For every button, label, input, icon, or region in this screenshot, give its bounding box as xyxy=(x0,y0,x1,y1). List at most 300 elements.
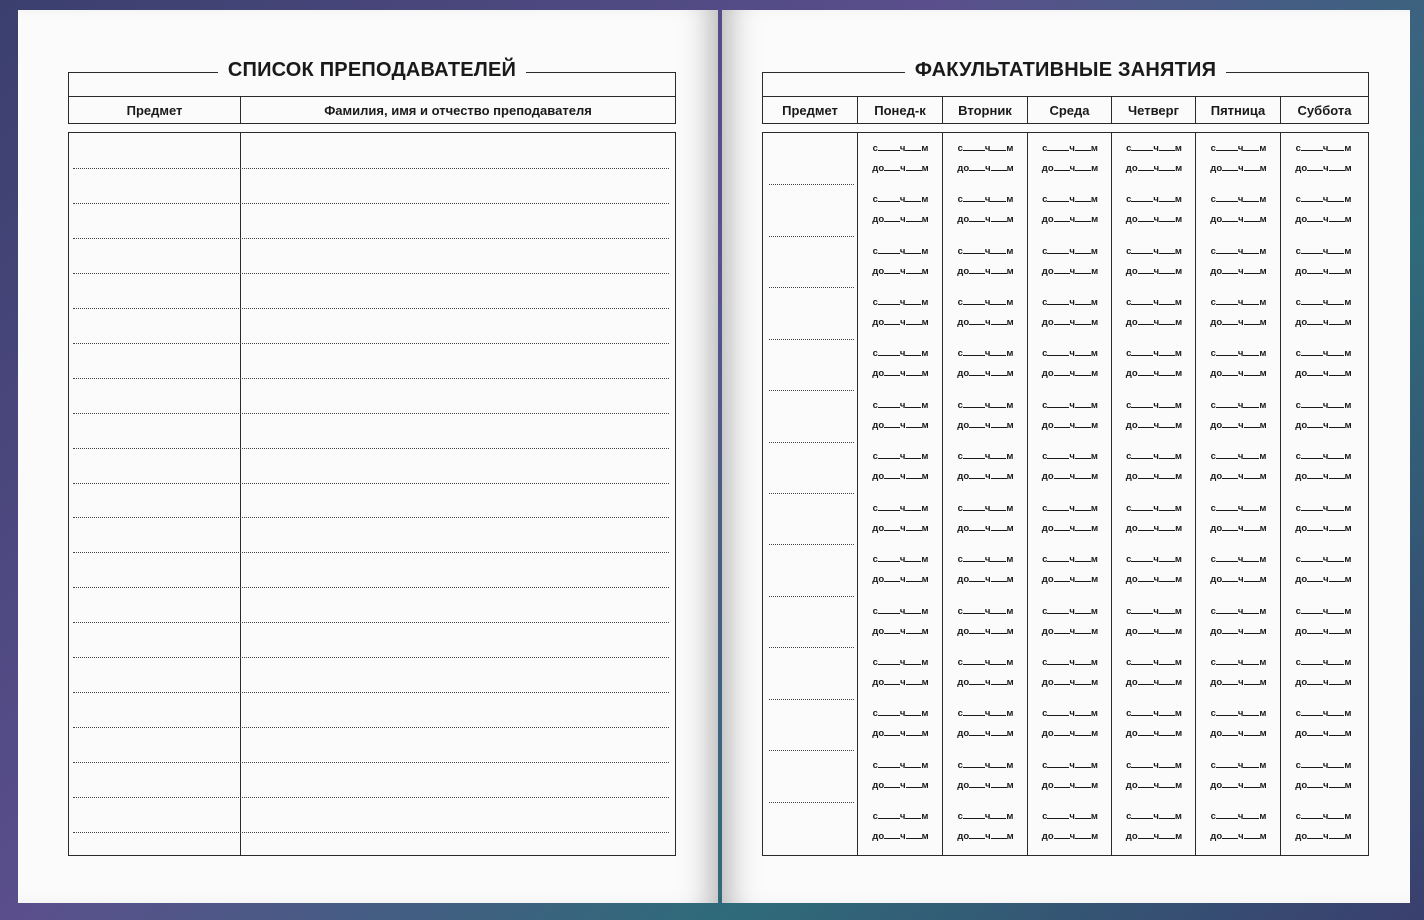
time-from-line[interactable]: с ч м xyxy=(1210,605,1267,617)
time-to-line[interactable]: до ч м xyxy=(1125,316,1183,328)
time-to-line[interactable]: до ч м xyxy=(1210,419,1267,431)
elective-time-cell[interactable] xyxy=(858,750,943,801)
time-from-line[interactable]: с ч м xyxy=(1042,348,1098,360)
time-from-line[interactable]: с ч м xyxy=(1042,656,1098,668)
time-to-line[interactable]: до ч м xyxy=(1125,471,1183,483)
time-to-line[interactable]: до ч м xyxy=(957,214,1014,226)
elective-time-cell[interactable] xyxy=(943,184,1028,235)
time-from-line[interactable]: с ч м xyxy=(1210,708,1267,720)
time-from-line[interactable]: с ч м xyxy=(1126,759,1182,771)
elective-time-cell[interactable] xyxy=(943,596,1028,647)
time-to-line[interactable]: до ч м xyxy=(1210,779,1267,791)
time-to-line[interactable]: до ч м xyxy=(1295,574,1352,586)
time-from-line[interactable]: с ч м xyxy=(1126,656,1182,668)
time-from-line[interactable]: с ч м xyxy=(1295,656,1352,668)
teachers-row-line[interactable] xyxy=(73,378,669,379)
time-from-line[interactable]: с ч м xyxy=(1295,399,1352,411)
time-to-line[interactable]: до ч м xyxy=(1125,676,1183,688)
elective-time-cell[interactable] xyxy=(1028,544,1112,595)
time-to-line[interactable]: до ч м xyxy=(1210,728,1267,740)
teachers-row-line[interactable] xyxy=(73,587,669,588)
time-from-line[interactable]: с ч м xyxy=(1126,554,1182,566)
time-to-line[interactable]: до ч м xyxy=(872,368,929,380)
time-to-line[interactable]: до ч м xyxy=(1295,625,1352,637)
time-from-line[interactable]: с ч м xyxy=(957,399,1014,411)
time-to-line[interactable]: до ч м xyxy=(957,471,1014,483)
time-to-line[interactable]: до ч м xyxy=(957,779,1014,791)
elective-time-cell[interactable] xyxy=(1196,236,1281,287)
time-from-line[interactable]: с ч м xyxy=(1126,348,1182,360)
elective-time-cell[interactable] xyxy=(1281,339,1366,390)
elective-time-cell[interactable] xyxy=(943,339,1028,390)
elective-time-cell[interactable] xyxy=(1028,750,1112,801)
time-to-line[interactable]: до ч м xyxy=(957,676,1014,688)
elective-time-cell[interactable] xyxy=(1028,339,1112,390)
time-from-line[interactable]: с ч м xyxy=(1126,811,1182,823)
time-from-line[interactable]: с ч м xyxy=(1042,811,1098,823)
time-to-line[interactable]: до ч м xyxy=(872,471,929,483)
elective-time-cell[interactable] xyxy=(858,390,943,441)
time-to-line[interactable]: до ч м xyxy=(1295,779,1352,791)
time-from-line[interactable]: с ч м xyxy=(957,451,1014,463)
elective-time-cell[interactable] xyxy=(1281,236,1366,287)
time-to-line[interactable]: до ч м xyxy=(957,419,1014,431)
time-from-line[interactable]: с ч м xyxy=(872,605,929,617)
elective-time-cell[interactable] xyxy=(858,184,943,235)
teachers-row-line[interactable] xyxy=(73,343,669,344)
elective-time-cell[interactable] xyxy=(858,647,943,698)
elective-time-cell[interactable] xyxy=(1112,596,1196,647)
column-wednesday: Среда xyxy=(1028,97,1112,123)
time-to-line[interactable]: до ч м xyxy=(872,162,929,174)
time-from-line[interactable]: с ч м xyxy=(1042,708,1098,720)
elective-time-cell[interactable] xyxy=(943,287,1028,338)
time-to-line[interactable]: до ч м xyxy=(1041,471,1099,483)
time-to-line[interactable]: до ч м xyxy=(872,728,929,740)
elective-time-cell[interactable] xyxy=(943,236,1028,287)
time-to-line[interactable]: до ч м xyxy=(872,831,929,843)
time-from-line[interactable]: с ч м xyxy=(1295,554,1352,566)
elective-time-cell[interactable] xyxy=(1028,442,1112,493)
time-to-line[interactable]: до ч м xyxy=(957,625,1014,637)
time-from-line[interactable]: с ч м xyxy=(957,811,1014,823)
elective-time-cell[interactable] xyxy=(1196,442,1281,493)
time-from-line[interactable]: с ч м xyxy=(872,759,929,771)
time-to-line[interactable]: до ч м xyxy=(1210,316,1267,328)
time-to-line[interactable]: до ч м xyxy=(872,779,929,791)
time-from-line[interactable]: с ч м xyxy=(1210,399,1267,411)
elective-time-cell[interactable] xyxy=(1281,596,1366,647)
electives-title: ФАКУЛЬТАТИВНЫЕ ЗАНЯТИЯ xyxy=(905,59,1226,81)
elective-time-cell[interactable] xyxy=(1196,339,1281,390)
time-to-line[interactable]: до ч м xyxy=(1125,574,1183,586)
teachers-row-line[interactable] xyxy=(73,203,669,204)
time-to-line[interactable]: до ч м xyxy=(1295,728,1352,740)
elective-subject-cell[interactable] xyxy=(763,133,858,184)
elective-time-cell[interactable] xyxy=(1112,442,1196,493)
elective-subject-cell[interactable] xyxy=(763,647,858,698)
time-from-line[interactable]: с ч м xyxy=(1210,811,1267,823)
teachers-row-line[interactable] xyxy=(73,692,669,693)
elective-time-cell[interactable] xyxy=(1281,647,1366,698)
teachers-row-line[interactable] xyxy=(73,762,669,763)
elective-time-cell[interactable] xyxy=(1112,390,1196,441)
electives-title-frame xyxy=(762,59,1369,97)
time-to-line[interactable]: до ч м xyxy=(872,214,929,226)
time-from-line[interactable]: с ч м xyxy=(1042,142,1098,154)
time-from-line[interactable]: с ч м xyxy=(1126,296,1182,308)
time-to-line[interactable]: до ч м xyxy=(1295,214,1352,226)
elective-time-cell[interactable] xyxy=(1112,544,1196,595)
time-from-line[interactable]: с ч м xyxy=(1210,194,1267,206)
time-from-line[interactable]: с ч м xyxy=(1295,194,1352,206)
time-from-line[interactable]: с ч м xyxy=(957,296,1014,308)
elective-subject-cell[interactable] xyxy=(763,596,858,647)
elective-subject-cell[interactable] xyxy=(763,339,858,390)
time-from-line[interactable]: с ч м xyxy=(872,194,929,206)
time-to-line[interactable]: до ч м xyxy=(957,831,1014,843)
elective-time-cell[interactable] xyxy=(1112,236,1196,287)
time-to-line[interactable]: до ч м xyxy=(1041,162,1099,174)
time-to-line[interactable]: до ч м xyxy=(1041,316,1099,328)
time-from-line[interactable]: с ч м xyxy=(1126,399,1182,411)
elective-time-cell[interactable] xyxy=(1196,750,1281,801)
time-to-line[interactable]: до ч м xyxy=(1210,522,1267,534)
teachers-title-frame xyxy=(68,59,676,97)
elective-time-cell[interactable] xyxy=(858,596,943,647)
time-from-line[interactable]: с ч м xyxy=(1210,245,1267,257)
time-to-line[interactable]: до ч м xyxy=(1125,419,1183,431)
time-from-line[interactable]: с ч м xyxy=(1295,759,1352,771)
time-to-line[interactable]: до ч м xyxy=(1210,625,1267,637)
teachers-table xyxy=(68,132,676,856)
teachers-row-line[interactable] xyxy=(73,238,669,239)
elective-time-cell[interactable] xyxy=(1028,236,1112,287)
elective-time-cell[interactable] xyxy=(1112,699,1196,750)
time-to-line[interactable]: до ч м xyxy=(872,676,929,688)
time-from-line[interactable]: с ч м xyxy=(1126,194,1182,206)
elective-time-cell[interactable] xyxy=(1281,699,1366,750)
time-to-line[interactable]: до ч м xyxy=(1041,676,1099,688)
time-to-line[interactable]: до ч м xyxy=(872,522,929,534)
elective-time-cell[interactable] xyxy=(1028,493,1112,544)
elective-time-cell[interactable] xyxy=(1112,750,1196,801)
time-to-line[interactable]: до ч м xyxy=(957,522,1014,534)
time-to-line[interactable]: до ч м xyxy=(1125,831,1183,843)
teachers-row-line[interactable] xyxy=(73,622,669,623)
time-from-line[interactable]: с ч м xyxy=(957,759,1014,771)
time-to-line[interactable]: до ч м xyxy=(1210,265,1267,277)
time-to-line[interactable]: до ч м xyxy=(957,574,1014,586)
teachers-row-line[interactable] xyxy=(73,552,669,553)
time-from-line[interactable]: с ч м xyxy=(872,708,929,720)
elective-time-cell[interactable] xyxy=(858,699,943,750)
time-from-line[interactable]: с ч м xyxy=(1042,759,1098,771)
time-from-line[interactable]: с ч м xyxy=(1210,502,1267,514)
teachers-row-line[interactable] xyxy=(73,657,669,658)
time-from-line[interactable]: с ч м xyxy=(872,348,929,360)
elective-time-cell[interactable] xyxy=(1112,802,1196,853)
time-from-line[interactable]: с ч м xyxy=(957,708,1014,720)
time-from-line[interactable]: с ч м xyxy=(872,811,929,823)
time-from-line[interactable]: с ч м xyxy=(957,348,1014,360)
time-from-line[interactable]: с ч м xyxy=(957,656,1014,668)
teachers-row-line[interactable] xyxy=(73,483,669,484)
elective-subject-cell[interactable] xyxy=(763,544,858,595)
elective-time-cell[interactable] xyxy=(1281,750,1366,801)
elective-time-cell[interactable] xyxy=(1281,390,1366,441)
time-to-line[interactable]: до ч м xyxy=(1210,831,1267,843)
elective-time-cell[interactable] xyxy=(943,750,1028,801)
time-to-line[interactable]: до ч м xyxy=(1295,419,1352,431)
time-from-line[interactable]: с ч м xyxy=(1042,451,1098,463)
time-to-line[interactable]: до ч м xyxy=(1041,779,1099,791)
elective-time-cell[interactable] xyxy=(943,390,1028,441)
elective-time-cell[interactable] xyxy=(1112,184,1196,235)
time-to-line[interactable]: до ч м xyxy=(1210,471,1267,483)
time-from-line[interactable]: с ч м xyxy=(1042,296,1098,308)
time-to-line[interactable]: до ч м xyxy=(1295,522,1352,534)
time-to-line[interactable]: до ч м xyxy=(1041,522,1099,534)
elective-time-cell[interactable] xyxy=(1028,133,1112,184)
elective-time-cell[interactable] xyxy=(1028,647,1112,698)
time-from-line[interactable]: с ч м xyxy=(1126,451,1182,463)
time-from-line[interactable]: с ч м xyxy=(1042,194,1098,206)
time-to-line[interactable]: до ч м xyxy=(1125,728,1183,740)
teachers-title: СПИСОК ПРЕПОДАВАТЕЛЕЙ xyxy=(218,59,526,81)
elective-time-cell[interactable] xyxy=(1196,133,1281,184)
time-to-line[interactable]: до ч м xyxy=(1210,676,1267,688)
time-to-line[interactable]: до ч м xyxy=(1125,214,1183,226)
elective-time-cell[interactable] xyxy=(1112,647,1196,698)
elective-time-cell[interactable] xyxy=(858,236,943,287)
time-to-line[interactable]: до ч м xyxy=(872,419,929,431)
time-to-line[interactable]: до ч м xyxy=(1295,368,1352,380)
time-from-line[interactable]: с ч м xyxy=(1295,605,1352,617)
elective-subject-cell[interactable] xyxy=(763,802,858,853)
time-from-line[interactable]: с ч м xyxy=(872,399,929,411)
elective-time-cell[interactable] xyxy=(1281,287,1366,338)
time-to-line[interactable]: до ч м xyxy=(1295,831,1352,843)
time-to-line[interactable]: до ч м xyxy=(957,728,1014,740)
teachers-row-line[interactable] xyxy=(73,168,669,169)
elective-time-cell[interactable] xyxy=(858,133,943,184)
column-subject: Предмет xyxy=(763,97,858,123)
elective-time-cell[interactable] xyxy=(943,544,1028,595)
elective-time-cell[interactable] xyxy=(943,493,1028,544)
time-to-line[interactable]: до ч м xyxy=(1041,625,1099,637)
elective-time-cell[interactable] xyxy=(858,802,943,853)
elective-time-cell[interactable] xyxy=(858,287,943,338)
elective-time-cell[interactable] xyxy=(1112,493,1196,544)
elective-time-cell[interactable] xyxy=(1028,390,1112,441)
time-to-line[interactable]: до ч м xyxy=(1295,162,1352,174)
time-from-line[interactable]: с ч м xyxy=(1210,348,1267,360)
time-from-line[interactable]: с ч м xyxy=(957,605,1014,617)
elective-time-cell[interactable] xyxy=(943,699,1028,750)
time-from-line[interactable]: с ч м xyxy=(872,245,929,257)
time-to-line[interactable]: до ч м xyxy=(1041,265,1099,277)
elective-time-cell[interactable] xyxy=(858,442,943,493)
elective-time-cell[interactable] xyxy=(943,647,1028,698)
time-from-line[interactable]: с ч м xyxy=(1210,656,1267,668)
elective-subject-cell[interactable] xyxy=(763,287,858,338)
time-from-line[interactable]: с ч м xyxy=(872,296,929,308)
electives-table xyxy=(762,132,1369,856)
time-to-line[interactable]: до ч м xyxy=(872,625,929,637)
time-to-line[interactable]: до ч м xyxy=(1125,779,1183,791)
time-from-line[interactable]: с ч м xyxy=(872,502,929,514)
elective-time-cell[interactable] xyxy=(1281,184,1366,235)
elective-time-cell[interactable] xyxy=(1028,699,1112,750)
time-to-line[interactable]: до ч м xyxy=(1295,316,1352,328)
elective-time-cell[interactable] xyxy=(1196,390,1281,441)
time-from-line[interactable]: с ч м xyxy=(957,194,1014,206)
left-page xyxy=(18,10,718,903)
teachers-row-line[interactable] xyxy=(73,797,669,798)
time-to-line[interactable]: до ч м xyxy=(1125,162,1183,174)
time-to-line[interactable]: до ч м xyxy=(957,265,1014,277)
column-saturday: Суббота xyxy=(1297,102,1352,118)
time-to-line[interactable]: до ч м xyxy=(957,316,1014,328)
time-from-line[interactable]: с ч м xyxy=(1126,708,1182,720)
elective-subject-cell[interactable] xyxy=(763,493,858,544)
elective-time-cell[interactable] xyxy=(1196,493,1281,544)
teachers-row-line[interactable] xyxy=(73,448,669,449)
time-to-line[interactable]: до ч м xyxy=(1125,625,1183,637)
time-to-line[interactable]: до ч м xyxy=(1041,574,1099,586)
elective-subject-cell[interactable] xyxy=(763,442,858,493)
time-from-line[interactable]: с ч м xyxy=(1295,142,1352,154)
teachers-row-line[interactable] xyxy=(73,273,669,274)
time-from-line[interactable]: с ч м xyxy=(1295,348,1352,360)
time-to-line[interactable]: до ч м xyxy=(1295,471,1352,483)
time-from-line[interactable]: с ч м xyxy=(1042,245,1098,257)
time-to-line[interactable]: до ч м xyxy=(1041,214,1099,226)
time-from-line[interactable]: с ч м xyxy=(1295,296,1352,308)
elective-time-cell[interactable] xyxy=(943,442,1028,493)
time-from-line[interactable]: с ч м xyxy=(872,656,929,668)
elective-time-cell[interactable] xyxy=(1112,133,1196,184)
time-from-line[interactable]: с ч м xyxy=(957,245,1014,257)
elective-time-cell[interactable] xyxy=(1281,802,1366,853)
elective-time-cell[interactable] xyxy=(1281,493,1366,544)
time-to-line[interactable]: до ч м xyxy=(957,162,1014,174)
teachers-row-line[interactable] xyxy=(73,308,669,309)
time-to-line[interactable]: до ч м xyxy=(1210,162,1267,174)
time-from-line[interactable]: с ч м xyxy=(1042,605,1098,617)
time-to-line[interactable]: до ч м xyxy=(1295,676,1352,688)
elective-time-cell[interactable] xyxy=(943,133,1028,184)
elective-time-cell[interactable] xyxy=(858,493,943,544)
elective-time-cell[interactable] xyxy=(1028,596,1112,647)
elective-time-cell[interactable] xyxy=(1196,699,1281,750)
time-from-line[interactable]: с ч м xyxy=(1042,554,1098,566)
time-to-line[interactable]: до ч м xyxy=(1041,831,1099,843)
elective-time-cell[interactable] xyxy=(1281,442,1366,493)
elective-time-cell[interactable] xyxy=(943,802,1028,853)
elective-time-cell[interactable] xyxy=(1281,133,1366,184)
elective-time-cell[interactable] xyxy=(1028,802,1112,853)
column-tuesday: Вторник xyxy=(943,97,1028,123)
time-from-line[interactable]: с ч м xyxy=(957,554,1014,566)
elective-time-cell[interactable] xyxy=(1112,287,1196,338)
elective-time-cell[interactable] xyxy=(1112,339,1196,390)
time-from-line[interactable]: с ч м xyxy=(1126,245,1182,257)
elective-time-cell[interactable] xyxy=(1196,544,1281,595)
time-from-line[interactable]: с ч м xyxy=(1210,142,1267,154)
teachers-row-line[interactable] xyxy=(73,517,669,518)
time-to-line[interactable]: до ч м xyxy=(1210,368,1267,380)
time-to-line[interactable]: до ч м xyxy=(872,574,929,586)
time-from-line[interactable]: с ч м xyxy=(1295,451,1352,463)
time-from-line[interactable]: с ч м xyxy=(1210,554,1267,566)
elective-time-cell[interactable] xyxy=(1196,287,1281,338)
elective-subject-cell[interactable] xyxy=(763,236,858,287)
time-from-line[interactable]: с ч м xyxy=(1042,502,1098,514)
time-from-line[interactable]: с ч м xyxy=(1126,605,1182,617)
elective-time-cell[interactable] xyxy=(1281,544,1366,595)
time-from-line[interactable]: с ч м xyxy=(872,554,929,566)
elective-time-cell[interactable] xyxy=(1196,802,1281,853)
time-from-line[interactable]: с ч м xyxy=(1126,142,1182,154)
elective-subject-cell[interactable] xyxy=(763,699,858,750)
elective-time-cell[interactable] xyxy=(1196,647,1281,698)
time-to-line[interactable]: до ч м xyxy=(1210,214,1267,226)
column-subject: Предмет xyxy=(69,97,241,123)
time-from-line[interactable]: с ч м xyxy=(1126,502,1182,514)
time-from-line[interactable]: с ч м xyxy=(1042,399,1098,411)
time-to-line[interactable]: до ч м xyxy=(1125,265,1183,277)
time-from-line[interactable]: с ч м xyxy=(1210,296,1267,308)
time-from-line[interactable]: с ч м xyxy=(1295,708,1352,720)
elective-time-cell[interactable] xyxy=(1028,184,1112,235)
time-from-line[interactable]: с ч м xyxy=(1210,759,1267,771)
teachers-row-line[interactable] xyxy=(73,727,669,728)
time-from-line[interactable]: с ч м xyxy=(1295,245,1352,257)
time-from-line[interactable]: с ч м xyxy=(957,142,1014,154)
elective-subject-cell[interactable] xyxy=(763,390,858,441)
teachers-row-line[interactable] xyxy=(73,832,669,833)
time-to-line[interactable]: до ч м xyxy=(1125,522,1183,534)
column-monday: Понед-к xyxy=(858,97,943,123)
elective-time-cell[interactable] xyxy=(1028,287,1112,338)
time-to-line[interactable]: до ч м xyxy=(872,265,929,277)
time-from-line[interactable]: с ч м xyxy=(957,502,1014,514)
time-to-line[interactable]: до ч м xyxy=(1041,368,1099,380)
time-to-line[interactable]: до ч м xyxy=(1210,574,1267,586)
elective-subject-cell[interactable] xyxy=(763,750,858,801)
time-from-line[interactable]: с ч м xyxy=(872,142,929,154)
time-to-line[interactable]: до ч м xyxy=(957,368,1014,380)
time-from-line[interactable]: с ч м xyxy=(1210,451,1267,463)
elective-time-cell[interactable] xyxy=(858,544,943,595)
elective-time-cell[interactable] xyxy=(1196,184,1281,235)
time-to-line[interactable]: до ч м xyxy=(1041,728,1099,740)
elective-subject-cell[interactable] xyxy=(763,184,858,235)
time-from-line[interactable]: с ч м xyxy=(1295,811,1352,823)
time-from-line[interactable]: с ч м xyxy=(1295,502,1352,514)
time-to-line[interactable]: до ч м xyxy=(1295,265,1352,277)
time-to-line[interactable]: до ч м xyxy=(1041,419,1099,431)
column-teacher-name: Фамилия, имя и отчество преподавателя xyxy=(324,102,592,118)
time-to-line[interactable]: до ч м xyxy=(872,316,929,328)
time-from-line[interactable]: с ч м xyxy=(872,451,929,463)
time-to-line[interactable]: до ч м xyxy=(1125,368,1183,380)
elective-time-cell[interactable] xyxy=(858,339,943,390)
teachers-row-line[interactable] xyxy=(73,413,669,414)
elective-time-cell[interactable] xyxy=(1196,596,1281,647)
